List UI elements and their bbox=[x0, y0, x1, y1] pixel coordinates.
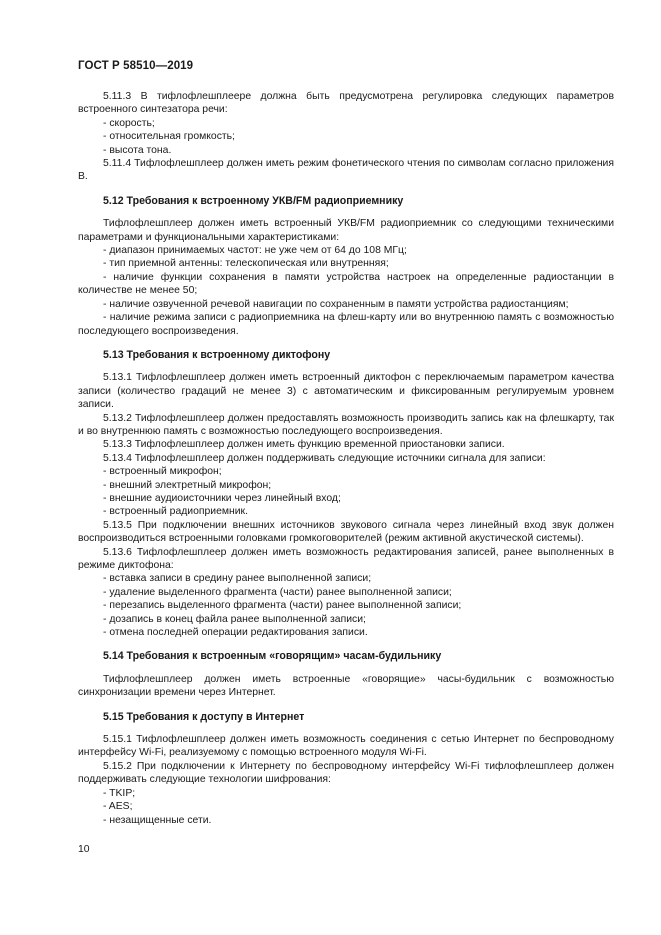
clause-5-15-2: 5.15.2 При подключении к Интернету по беспроводному интерфейсу Wi-Fi тифлофлешплеер должен поддерживать следующие технологии шифрования: bbox=[78, 760, 614, 786]
list-item: - отмена последней операции редактирования записи. bbox=[103, 627, 368, 639]
section-heading-5-12: 5.12 Требования к встроенному УКВ/FM радиоприемнику bbox=[103, 194, 404, 207]
list-item: - AES; bbox=[103, 801, 133, 813]
section-heading-5-14: 5.14 Требования к встроенным «говорящим» часам-будильнику bbox=[103, 650, 442, 663]
clause-5-11-4: 5.11.4 Тифлофлешплеер должен иметь режим фонетического чтения по символам согласно приложения В. bbox=[78, 158, 614, 183]
clause-5-15-1: 5.15.1 Тифлофлешплеер должен иметь возможность соединения с сетью Интернет по беспроводному интерфейсу Wi-Fi, реализуемому с помощью встроенного модуля Wi-Fi. bbox=[78, 734, 614, 759]
document-body bbox=[78, 90, 614, 827]
clause-5-13-6: 5.13.6 Тифлофлешплеер должен иметь возможность редактирования записей, ранее выполненных в режиме диктофона: bbox=[78, 546, 614, 571]
list-item: - наличие режима записи с радиоприемника на флеш-карту или во внутреннюю память с возможностью последующего воспроизведения. bbox=[78, 312, 614, 337]
list-item: - высота тона. bbox=[103, 144, 172, 156]
list-item: - скорость; bbox=[103, 117, 155, 129]
list-item: - удаление выделенного фрагмента (части) ранее выполненной записи; bbox=[103, 586, 452, 598]
list-item: - относительная громкость; bbox=[103, 131, 235, 143]
list-item: - внешние аудиоисточники через линейный вход; bbox=[103, 492, 341, 504]
page-number: 10 bbox=[78, 844, 90, 855]
list-item: - TKIP; bbox=[103, 787, 136, 799]
list-item: - встроенный микрофон; bbox=[103, 466, 222, 478]
list-item: - диапазон принимаемых частот: не уже чем от 64 до 108 МГц; bbox=[103, 245, 407, 257]
document-header: ГОСТ Р 58510—2019 bbox=[78, 60, 194, 72]
clause-5-13-1: 5.13.1 Тифлофлешплеер должен иметь встроенный диктофон с переключаемым параметром качества записи (количество градаций не менее 3) с автоматическим и фиксированным регулируемым уровнем записи. bbox=[78, 372, 614, 411]
clause-5-13-4: 5.13.4 Тифлофлешплеер должен поддерживать следующие источники сигнала для записи: bbox=[103, 452, 546, 464]
section-5-12-text: Тифлофлешплеер должен иметь встроенный УКВ/FM радиоприемник со следующими техническими параметрами и функциональными характеристиками: bbox=[78, 218, 614, 243]
list-item: - внешний электретный микрофон; bbox=[103, 479, 272, 491]
section-heading-5-13: 5.13 Требования к встроенному диктофону bbox=[103, 348, 331, 361]
section-5-14-text: Тифлофлешплеер должен иметь встроенные «говорящие» часы-будильник с возможностью синхронизации времени через Интернет. bbox=[78, 673, 614, 699]
clause-5-11-3: 5.11.3 В тифлофлешплеере должна быть предусмотрена регулировка следующих параметров встроенного синтезатора речи: bbox=[78, 91, 614, 116]
clause-5-13-3: 5.13.3 Тифлофлешплеер должен иметь функцию временной приостановки записи. bbox=[103, 439, 505, 451]
list-item: - незащищенные сети. bbox=[103, 814, 212, 826]
list-item: - тип приемной антенны: телескопическая или внутренняя; bbox=[103, 258, 389, 270]
list-item: - вставка записи в средину ранее выполненной записи; bbox=[103, 573, 372, 585]
list-item: - наличие функции сохранения в памяти устройства настроек на определенные радиостанции в количестве не менее 50; bbox=[78, 271, 614, 297]
list-item: - дозапись в конец файла ранее выполненной записи; bbox=[103, 613, 366, 625]
list-item: - наличие озвученной речевой навигации по сохраненным в памяти устройства радиостанциям; bbox=[103, 298, 569, 310]
clause-5-13-2: 5.13.2 Тифлофлешплеер должен предоставлять возможность производить запись как на флешкарту, так и во внутреннюю память с возможностью последующего воспроизведения. bbox=[78, 412, 614, 437]
section-heading-5-15: 5.15 Требования к доступу в Интернет bbox=[103, 710, 305, 723]
clause-5-13-5: 5.13.5 При подключении внешних источников звукового сигнала через линейный вход звук должен воспроизводиться встроенными головками громкоговорителей (режим активной акустической системы). bbox=[78, 519, 614, 545]
list-item: - встроенный радиоприемник. bbox=[103, 506, 248, 518]
list-item: - перезапись выделенного фрагмента (части) ранее выполненной записи; bbox=[103, 600, 462, 612]
